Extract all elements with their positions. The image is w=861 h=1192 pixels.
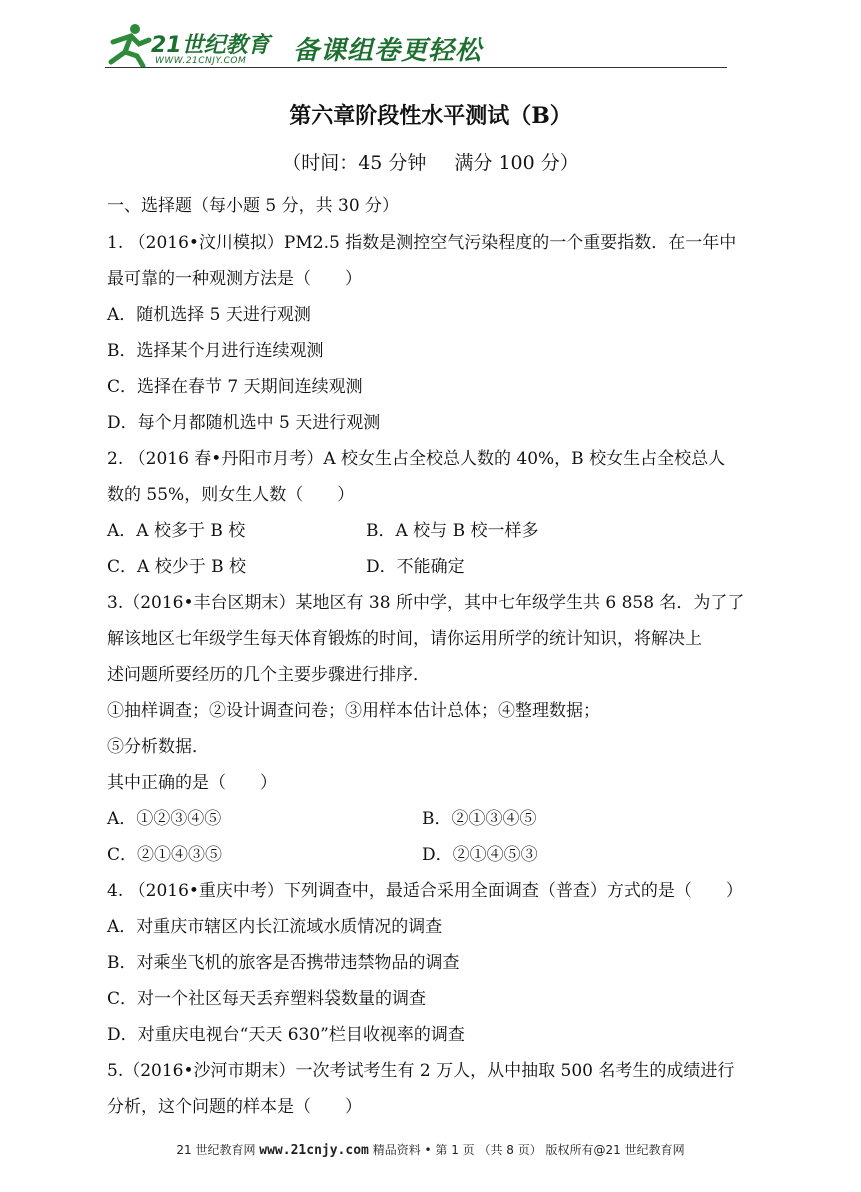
running-figure-icon: [105, 22, 153, 68]
question-1-line-1: 1. （2016•汶川模拟）PM2.5 指数是测控空气污染程度的一个重要指数．在一年中: [107, 233, 737, 253]
q3-option-b: B．②①③④⑤: [422, 809, 537, 829]
question-4: 4. （2016•重庆中考）下列调查中，最适合采用全面调查（普查）方式的是（ ）: [107, 881, 743, 901]
page-title: 第六章阶段性水平测试（B）: [289, 103, 572, 129]
question-5-line-2: 分析，这个问题的样本是（ ）: [107, 1097, 362, 1117]
brand-url: WWW.21CNJY.COM: [155, 56, 247, 66]
question-5-line-1: 5.（2016•沙河市期末）一次考试考生有 2 万人，从中抽取 500 名考生的成绩进行: [107, 1061, 735, 1081]
q4-option-c: C．对一个社区每天丢弃塑料袋数量的调查: [107, 989, 427, 1009]
question-2-line-2: 数的 55%，则女生人数（ ）: [107, 485, 355, 505]
page-header: [105, 22, 725, 72]
q3-option-a: A．①②③④⑤: [107, 809, 222, 829]
exam-score: 满分 100 分）: [454, 152, 579, 174]
q1-option-a: A．随机选择 5 天进行观测: [107, 305, 311, 325]
exam-time: （时间：45 分钟: [282, 152, 427, 174]
q3-prompt: 其中正确的是（ ）: [107, 773, 277, 793]
q3-option-c: C．②①④③⑤: [107, 845, 223, 865]
question-1-line-2: 最可靠的一种观测方法是（ ）: [107, 269, 362, 289]
q3-steps-line-1: ①抽样调查；②设计调查问卷；③用样本估计总体；④整理数据；: [107, 701, 600, 721]
footer-url[interactable]: www.21cnjy.com: [259, 1143, 369, 1158]
q4-option-b: B．对乘坐飞机的旅客是否携带违禁物品的调查: [107, 953, 460, 973]
question-3-line-3: 述问题所要经历的几个主要步骤进行排序．: [107, 665, 430, 685]
page-footer: [0, 1141, 861, 1158]
q3-option-d: D．②①④⑤③: [422, 845, 538, 865]
q2-option-b: B．A 校与 B 校一样多: [366, 521, 539, 541]
footer-info: 精品资料 • 第 1 页 （共 8 页） 版权所有@21 世纪教育网: [372, 1143, 685, 1157]
question-3-line-1: 3.（2016•丰台区期末）某地区有 38 所中学，其中七年级学生共 6 858 名．为了了: [107, 593, 745, 613]
q1-option-b: B．选择某个月进行连续观测: [107, 341, 324, 361]
q1-option-c: C．选择在春节 7 天期间连续观测: [107, 377, 363, 397]
question-2-line-1: 2. （2016 春•丹阳市月考）A 校女生占全校总人数的 40%，B 校女生占全校总人: [107, 449, 726, 469]
question-3-line-2: 解该地区七年级学生每天体育锻炼的时间，请你运用所学的统计知识，将解决上: [107, 629, 702, 649]
section-heading: 一、选择题（每小题 5 分，共 30 分）: [107, 196, 400, 216]
q2-option-a: A．A 校多于 B 校: [107, 521, 246, 541]
q2-option-d: D．不能确定: [366, 557, 465, 577]
footer-site: 21 世纪教育网: [176, 1143, 256, 1157]
brand-name: 21世纪教育: [151, 33, 270, 58]
q4-option-a: A．对重庆市辖区内长江流域水质情况的调查: [107, 917, 443, 937]
q1-option-d: D．每个月都随机选中 5 天进行观测: [107, 413, 381, 433]
q2-option-c: C．A 校少于 B 校: [107, 557, 246, 577]
q3-steps-line-2: ⑤分析数据．: [107, 737, 209, 757]
slogan: 备课组卷更轻松: [293, 36, 483, 66]
q4-option-d: D．对重庆电视台“天天 630”栏目收视率的调查: [107, 1025, 465, 1045]
header-divider: [105, 67, 727, 68]
exam-info: [0, 148, 861, 175]
